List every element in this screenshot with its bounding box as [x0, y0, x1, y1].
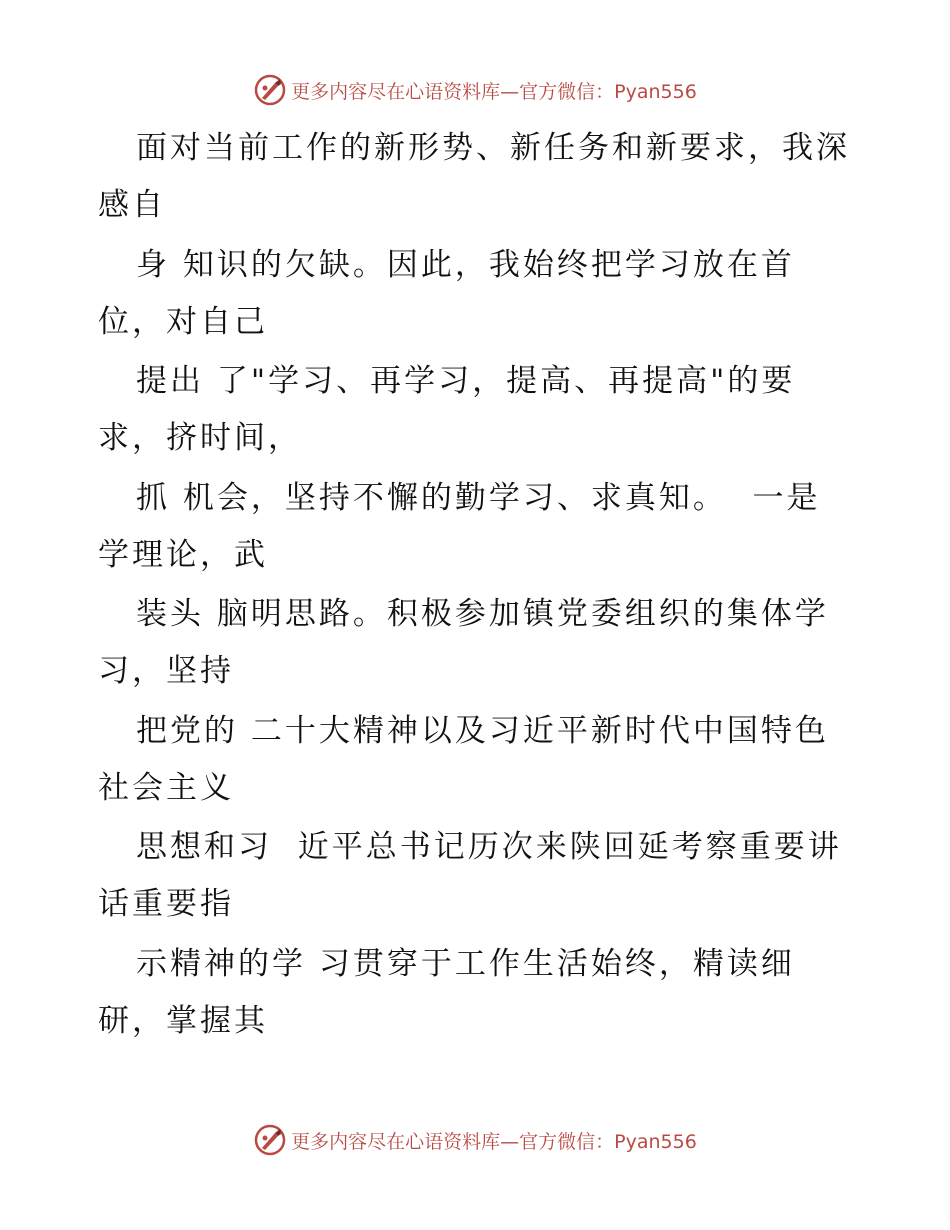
text-line-8: 学理论，武	[98, 537, 268, 573]
text-line-1: 面对当前工作的新形势、新任务和新要求，我深	[136, 130, 850, 166]
text-line-3: 身 知识的欠缺。因此，我始终把学习放在首	[136, 247, 795, 283]
text-line-7: 抓 机会，坚持不懈的勤学习、求真知。 一是	[136, 480, 821, 516]
text-line-2: 感自	[98, 187, 166, 223]
text-line-13: 思想和习 近平总书记历次来陕回延考察重要讲	[136, 829, 842, 865]
footer-banner-content	[253, 1123, 697, 1157]
text-line-5: 提出 了"学习、再学习，提高、再提高"的要	[136, 363, 796, 399]
text-line-14: 话重要指	[98, 886, 234, 922]
quill-pen-logo-icon	[253, 73, 287, 107]
header-banner	[0, 70, 950, 110]
header-banner-content	[253, 73, 697, 107]
header-banner-text: 更多内容尽在心语资料库—官方微信：Pyan556	[291, 80, 697, 103]
footer-banner-text: 更多内容尽在心语资料库—官方微信：Pyan556	[291, 1130, 697, 1153]
text-line-10: 习，坚持	[98, 653, 234, 689]
quill-pen-logo-icon	[253, 1123, 287, 1157]
footer-banner	[0, 1120, 950, 1160]
text-line-9: 装头 脑明思路。积极参加镇党委组织的集体学	[136, 596, 829, 632]
text-line-12: 社会主义	[98, 770, 234, 806]
text-line-15: 示精神的学 习贯穿于工作生活始终，精读细	[136, 946, 795, 982]
text-line-16: 研，掌握其	[98, 1003, 268, 1039]
text-line-6: 求，挤时间，	[98, 420, 302, 456]
text-line-11: 把党的 二十大精神以及习近平新时代中国特色	[136, 713, 829, 749]
text-line-4: 位，对自己	[98, 304, 268, 340]
